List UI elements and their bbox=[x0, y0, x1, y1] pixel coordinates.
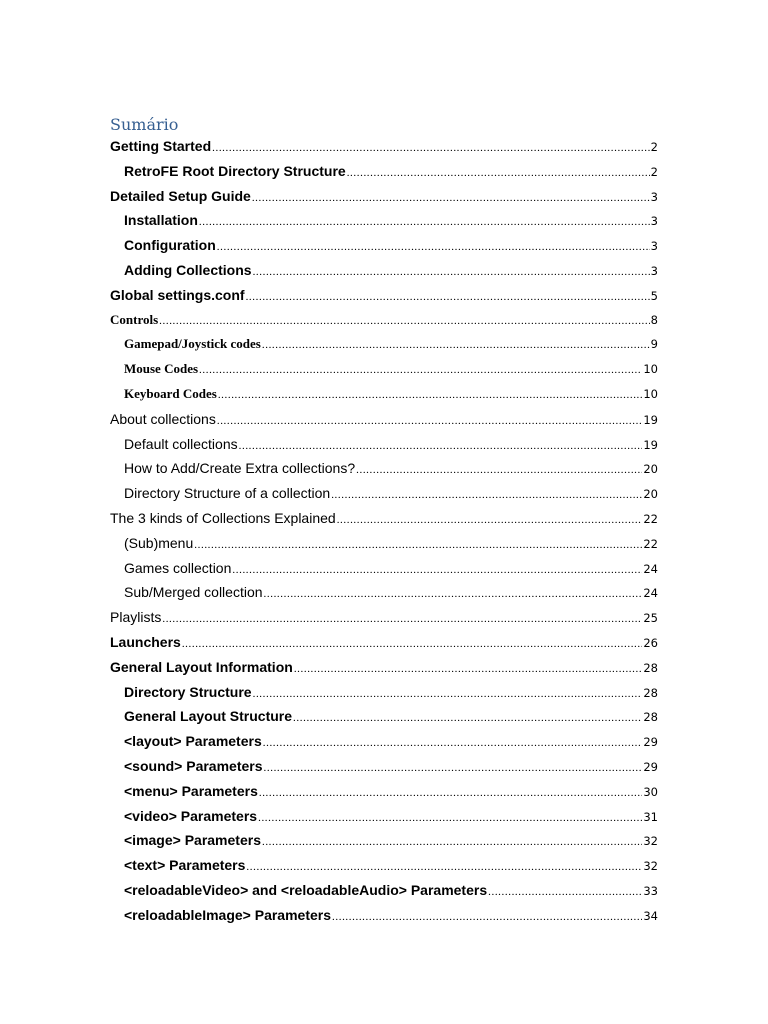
toc-dot-leader bbox=[293, 709, 642, 727]
toc-page-number: 24 bbox=[643, 586, 658, 601]
toc-page-number: 19 bbox=[643, 437, 658, 452]
toc-entry-installation[interactable] bbox=[124, 207, 658, 232]
toc-entry-label: <video> Parameters bbox=[124, 807, 258, 824]
toc-entry-label: How to Add/Create Extra collections? bbox=[124, 460, 356, 477]
toc-entry-label: RetroFE Root Directory Structure bbox=[124, 162, 346, 179]
toc-entry-label: Directory Structure of a collection bbox=[124, 485, 331, 502]
toc-dot-leader bbox=[252, 189, 650, 207]
toc-entry-label: Games collection bbox=[124, 559, 232, 576]
toc-dot-leader bbox=[264, 585, 643, 603]
toc-dot-leader bbox=[356, 461, 642, 479]
toc-entry-image-parameters[interactable] bbox=[124, 827, 658, 852]
toc-entry-getting-started[interactable] bbox=[110, 133, 658, 158]
toc-page-number: 2 bbox=[650, 140, 658, 154]
toc-dot-leader bbox=[262, 833, 642, 851]
toc-page-number: 29 bbox=[643, 735, 658, 750]
toc-dot-leader bbox=[258, 809, 642, 827]
toc-page-number: 32 bbox=[643, 859, 658, 874]
toc-entry-label: Directory Structure bbox=[124, 683, 252, 700]
toc-entry-label: Launchers bbox=[110, 633, 181, 650]
toc-entry-retrofe-root-directory-structure[interactable] bbox=[124, 158, 658, 183]
toc-page-number: 32 bbox=[643, 834, 658, 849]
toc-dot-leader bbox=[259, 784, 643, 802]
toc-dot-leader bbox=[263, 734, 643, 752]
toc-entry-launchers[interactable] bbox=[110, 629, 658, 654]
toc-page-number: 3 bbox=[650, 214, 658, 229]
toc-page-number: 8 bbox=[650, 312, 658, 327]
toc-page-number: 10 bbox=[643, 362, 658, 377]
toc-entry-label: Keyboard Codes bbox=[124, 385, 217, 401]
toc-entry-sound-parameters[interactable] bbox=[124, 753, 658, 778]
toc-page-number: 28 bbox=[643, 660, 658, 675]
toc-entry-games-collection[interactable] bbox=[124, 555, 658, 580]
toc-entry-label: Sub/Merged collection bbox=[124, 584, 263, 601]
toc-dot-leader bbox=[194, 536, 642, 554]
toc-dot-leader bbox=[217, 238, 650, 256]
toc-entry-label: About collections bbox=[110, 410, 216, 427]
toc-entry-label: <image> Parameters bbox=[124, 832, 261, 849]
toc-dot-leader bbox=[331, 486, 642, 504]
toc-entry-reloadable-video-audio-parameters[interactable] bbox=[124, 877, 658, 902]
toc-dot-leader bbox=[253, 685, 643, 703]
toc-page-number: 2 bbox=[650, 164, 658, 179]
toc-page-number: 30 bbox=[643, 784, 658, 799]
toc-entry-detailed-setup-guide[interactable] bbox=[110, 183, 658, 208]
toc-dot-leader bbox=[246, 858, 642, 876]
toc-entry-label: <layout> Parameters bbox=[124, 733, 262, 750]
toc-entry-playlists[interactable] bbox=[110, 604, 658, 629]
toc-entry-menu-parameters[interactable] bbox=[124, 778, 658, 803]
toc-dot-leader bbox=[239, 437, 643, 455]
toc-entry-text-parameters[interactable] bbox=[124, 852, 658, 877]
toc-dot-leader bbox=[162, 610, 642, 628]
toc-page-number: 28 bbox=[643, 685, 658, 700]
toc-entry-label: Playlists bbox=[110, 609, 162, 626]
toc-page-number: 25 bbox=[643, 611, 658, 626]
toc-page-number: 29 bbox=[643, 759, 658, 774]
toc-entry-label: General Layout Structure bbox=[124, 708, 293, 725]
toc-entry-sub-merged-collection[interactable] bbox=[124, 579, 658, 604]
toc-entry-label: Adding Collections bbox=[124, 261, 252, 278]
toc-entry-default-collections[interactable] bbox=[124, 431, 658, 456]
toc-entry-label: <text> Parameters bbox=[124, 857, 246, 874]
toc-entry-layout-parameters[interactable] bbox=[124, 728, 658, 753]
toc-entry-general-layout-structure[interactable] bbox=[124, 703, 658, 728]
toc-page-number: 19 bbox=[643, 412, 658, 427]
toc-dot-leader bbox=[332, 908, 642, 926]
toc-page-number: 34 bbox=[643, 908, 658, 923]
toc-page-number: 22 bbox=[643, 511, 658, 526]
toc-entry-label: General Layout Information bbox=[110, 658, 293, 675]
toc-dot-leader bbox=[159, 312, 650, 330]
toc-dot-leader bbox=[488, 883, 642, 901]
toc-dot-leader bbox=[246, 288, 650, 306]
toc-page-number: 28 bbox=[643, 710, 658, 725]
toc-dot-leader bbox=[199, 361, 642, 379]
toc-entry-directory-structure[interactable] bbox=[124, 679, 658, 704]
toc-entry-controls[interactable] bbox=[110, 307, 658, 332]
toc-entry-keyboard-codes[interactable] bbox=[124, 381, 658, 406]
toc-dot-leader bbox=[262, 336, 650, 354]
toc-page-number: 22 bbox=[643, 536, 658, 551]
toc-page-number: 33 bbox=[643, 883, 658, 898]
toc-entry-label: Default collections bbox=[124, 435, 238, 452]
toc-entry-label: Gamepad/Joystick codes bbox=[124, 336, 261, 352]
toc-entry-label: <reloadableImage> Parameters bbox=[124, 906, 332, 923]
toc-entry-adding-collections[interactable] bbox=[124, 257, 658, 282]
toc-page-number: 5 bbox=[650, 288, 658, 303]
toc-entry-label: <reloadableVideo> and <reloadableAudio> Parameters bbox=[124, 881, 488, 898]
toc-dot-leader bbox=[264, 759, 643, 777]
toc-entry-about-collections[interactable] bbox=[110, 406, 658, 431]
toc-entry-directory-structure-of-a-collection[interactable] bbox=[124, 480, 658, 505]
toc-entry-how-to-add-create-extra-collections[interactable] bbox=[124, 455, 658, 480]
toc-page-number: 20 bbox=[643, 462, 658, 477]
toc-title: Sumário bbox=[110, 115, 179, 134]
toc-entry-label: Getting Started bbox=[110, 138, 212, 154]
toc-dot-leader bbox=[182, 635, 643, 653]
toc-entry-submenu[interactable] bbox=[124, 530, 658, 555]
toc-list bbox=[0, 133, 768, 927]
toc-dot-leader bbox=[199, 213, 650, 231]
toc-entry-label: Detailed Setup Guide bbox=[110, 187, 251, 204]
toc-entry-label: Configuration bbox=[124, 237, 216, 254]
toc-dot-leader bbox=[218, 386, 643, 404]
toc-entry-gamepad-joystick-codes[interactable] bbox=[124, 331, 658, 356]
toc-page-number: 3 bbox=[650, 189, 658, 204]
toc-dot-leader bbox=[294, 660, 643, 678]
toc-entry-mouse-codes[interactable] bbox=[124, 356, 658, 381]
toc-dot-leader bbox=[217, 412, 643, 430]
toc-entry-label: Mouse Codes bbox=[124, 361, 199, 377]
toc-page-number: 26 bbox=[643, 635, 658, 650]
toc-page-number: 10 bbox=[643, 386, 658, 401]
toc-entry-three-kinds-of-collections-explained[interactable] bbox=[110, 505, 658, 530]
toc-entry-label: <menu> Parameters bbox=[124, 782, 258, 799]
toc-entry-label: Global settings.conf bbox=[110, 286, 245, 303]
toc-page-number: 24 bbox=[643, 561, 658, 576]
toc-dot-leader bbox=[253, 263, 650, 281]
toc-page-number: 9 bbox=[650, 337, 658, 352]
toc-entry-label: (Sub)menu bbox=[124, 534, 194, 551]
toc-page-number: 20 bbox=[643, 487, 658, 502]
toc-entry-general-layout-information[interactable] bbox=[110, 654, 658, 679]
toc-page-number: 31 bbox=[643, 809, 658, 824]
toc-entry-label: <sound> Parameters bbox=[124, 757, 263, 774]
toc-entry-label: Installation bbox=[124, 212, 198, 229]
toc-dot-leader bbox=[337, 511, 643, 529]
toc-dot-leader bbox=[212, 139, 650, 157]
toc-dot-leader bbox=[347, 164, 650, 182]
toc-entry-global-settings-conf[interactable] bbox=[110, 282, 658, 307]
toc-entry-reloadable-image-parameters[interactable] bbox=[124, 902, 658, 927]
toc-entry-configuration[interactable] bbox=[124, 232, 658, 257]
toc-page-number: 3 bbox=[650, 263, 658, 278]
toc-entry-video-parameters[interactable] bbox=[124, 803, 658, 828]
toc-entry-label: The 3 kinds of Collections Explained bbox=[110, 509, 336, 526]
toc-entry-label: Controls bbox=[110, 311, 159, 327]
toc-dot-leader bbox=[232, 561, 642, 579]
toc-page-number: 3 bbox=[650, 239, 658, 254]
